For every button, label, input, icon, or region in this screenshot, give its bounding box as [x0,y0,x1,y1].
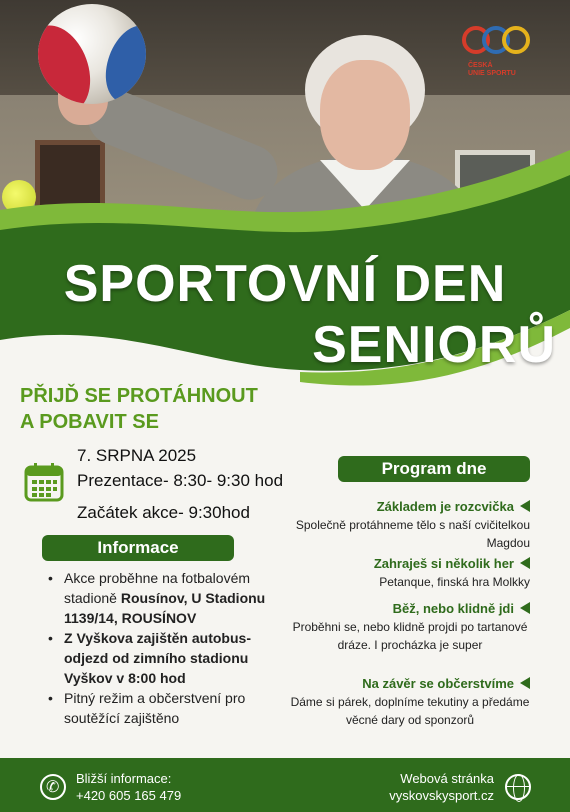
arrow-left-icon [520,677,530,689]
title-line-1: SPORTOVNÍ DEN [63,255,507,313]
list-item: • Z Vyškova zajištěn autobus- odjezd od zimního stadionu Vyškov v 8:00 hod [48,628,288,688]
info-heading: Informace [42,535,234,561]
program-item [290,676,530,729]
arrow-left-icon [520,500,530,512]
subtitle: PŘIJĎ SE PROTÁHNOUT A POBAVIT SE [20,385,258,433]
program-item-title: Zahraješ si několik her [373,556,514,571]
info-list [48,568,288,728]
program-item-title: Základem je rozcvička [376,499,514,514]
title-line-2: SENIORŮ [312,316,556,374]
web-label: Webová stránka [400,771,494,786]
event-date: 7. SRPNA 2025 [77,446,197,465]
program-item-title: Na závěr se občerstvíme [362,676,514,691]
globe-icon [505,774,531,800]
web-link[interactable]: vyskovskysport.cz [389,788,494,803]
program-item [290,601,530,654]
arrow-left-icon [520,602,530,614]
logo-caption: ČESKÁ UNIE SPORTU [468,62,516,77]
program-item [290,499,530,552]
footer [0,758,570,812]
event-registration: Prezentace- 8:30- 9:30 hod [77,471,284,490]
program-item-desc: Petanque, finská hra Molkky [379,575,530,589]
list-item: • Pitný režim a občerstvení pro soutěžící zajištěno [48,688,288,728]
cus-logo [458,22,548,84]
calendar-icon [24,462,64,502]
program-item [290,556,530,591]
volleyball-icon [38,4,146,104]
program-item-desc: Proběhni se, nebo klidně projdi po tartanové dráze. I procházka je super [292,620,528,652]
program-item-desc: Společně protáhneme tělo s naší cvičitelkou Magdou [295,518,530,550]
arrow-left-icon [520,557,530,569]
phone-icon [40,774,66,800]
program-item-desc: Dáme si párek, doplníme tekutiny a předáme věcné dary od sponzorů [290,695,530,727]
program-heading: Program dne [338,456,530,482]
list-item: • Akce proběhne na fotbalovém stadioně Rousínov, U Stadionu 1139/14, ROUSÍNOV [48,568,288,628]
contact-phone[interactable]: +420 605 165 479 [76,788,182,803]
event-start: Začátek akce- 9:30hod [77,503,250,522]
program-item-title: Běž, nebo klidně jdi [392,601,514,616]
contact-label: Bližší informace: [76,771,172,786]
